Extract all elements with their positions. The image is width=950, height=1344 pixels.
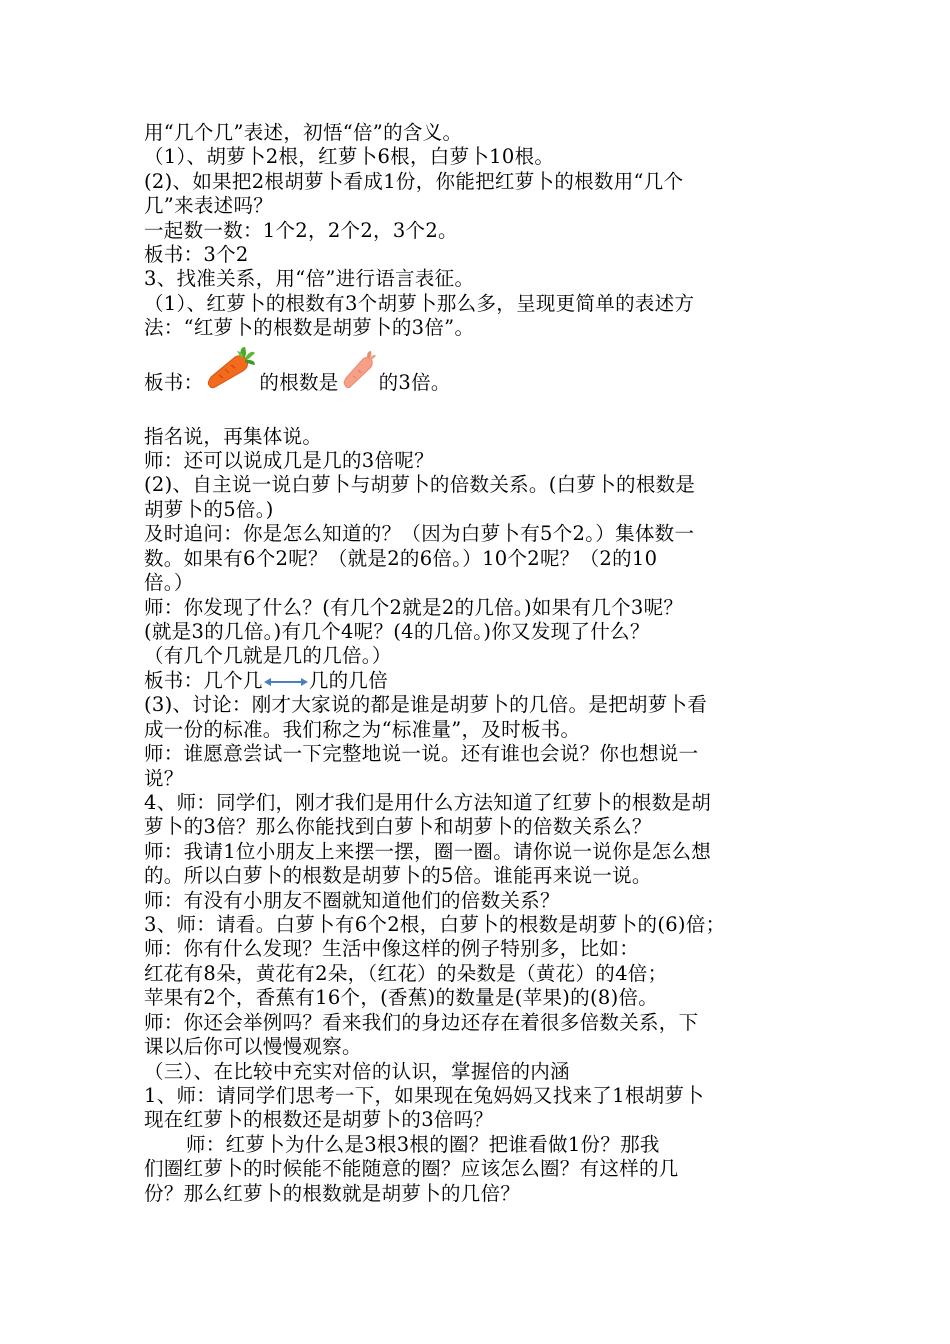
board-middle: 的根数是 (259, 370, 339, 394)
text-line: 课以后你可以慢慢观察。 (144, 1035, 362, 1059)
text-line: 萝卜的3倍？那么你能找到白萝卜和胡萝卜的倍数关系么？ (144, 815, 652, 839)
paragraph-block-3 (144, 693, 850, 1206)
board-arrow-right: 几的几倍 (308, 668, 389, 692)
text-line: (2)、自主说一说白萝卜与胡萝卜的倍数关系。(白萝卜的根数是 (144, 473, 696, 497)
text-line: 法：“红萝卜的根数是胡萝卜的3倍”。 (144, 316, 475, 340)
text-line: (就是3的几倍。)有几个4呢？(4的几倍。)你又发现了什么？ (144, 619, 650, 643)
text-line: （有几个几就是几的几倍。） (144, 644, 392, 668)
text-line: 们圈红萝卜的时候能不能随意的圈？应该怎么圈？有这样的几 (144, 1157, 679, 1181)
text-line: 几”来表述吗？ (144, 194, 274, 218)
pink-carrot-icon (341, 349, 377, 399)
board-suffix: 的3倍。 (378, 370, 451, 394)
text-line: 及时追问：你是怎么知道的？（因为白萝卜有5个2。）集体数一 (144, 522, 695, 546)
text-line: 3、找准关系，用“倍”进行语言表征。 (144, 267, 475, 291)
text-line: （1）、胡萝卜2根，红萝卜6根，白萝卜10根。 (144, 145, 555, 169)
text-line: 成一份的标准。我们称之为“标准量”，及时板书。 (144, 717, 581, 741)
paragraph-block-2 (144, 425, 850, 669)
text-line: 师：谁愿意尝试一下完整地说一说。还有谁也会说？你也想说一 (144, 742, 699, 766)
text-line: 师：有没有小朋友不圈就知道他们的倍数关系？ (144, 888, 560, 912)
text-line: （1）、红萝卜的根数有3个胡萝卜那么多，呈现更简单的表述方 (144, 291, 695, 315)
text-line: 师：还可以说成几是几的3倍呢？ (144, 449, 434, 473)
text-line: 师：你还会举例吗？看来我们的身边还存在着很多倍数关系，下 (144, 1010, 699, 1034)
board-arrow-left: 板书：几个几 (144, 668, 263, 692)
text-line: 1、师：请同学们思考一下，如果现在兔妈妈又找来了1根胡萝卜 (144, 1083, 705, 1107)
text-line: (2)、如果把2根胡萝卜看成1份，你能把红萝卜的根数用“几个 (144, 169, 684, 193)
text-line: 一起数一数：1个2，2个2，3个2。 (144, 218, 458, 242)
text-line: 3、师：请看。白萝卜有6个2根，白萝卜的根数是胡萝卜的(6)倍； (144, 913, 726, 937)
text-line: 胡萝卜的5倍。) (144, 497, 274, 521)
text-line: 倍。） (144, 571, 194, 595)
text-line: 指名说，再集体说。 (144, 424, 323, 448)
text-line: 师：我请1位小朋友上来摆一摆，圈一圈。请你说一说你是怎么想 (144, 839, 712, 863)
double-arrow-icon (264, 669, 308, 693)
text-line: 苹果有2个，香蕉有16个，(香蕉)的数量是(苹果)的(8)倍。 (144, 986, 659, 1010)
text-line: 数。如果有6个2呢？（就是2的6倍。）10个2呢？（2的10 (144, 546, 658, 570)
indented-line: 师：红萝卜为什么是3根3根的圈？把谁看做1份？那我 (186, 1132, 660, 1156)
orange-carrot-icon (205, 345, 257, 399)
text-line: 板书：3个2 (144, 243, 249, 267)
board-arrow-line (144, 669, 850, 694)
board-carrot-line (144, 341, 850, 399)
board-prefix: 板书： (144, 370, 204, 394)
text-line: 现在红萝卜的根数还是胡萝卜的3倍吗？ (144, 1108, 494, 1132)
text-line: 份？那么红萝卜的根数就是胡萝卜的几倍？ (144, 1181, 521, 1205)
blank-gap (144, 399, 850, 425)
text-line: 师：你有什么发现？生活中像这样的例子特别多，比如： (144, 937, 640, 961)
text-line: (3)、讨论：刚才大家说的都是谁是胡萝卜的几倍。是把胡萝卜看 (144, 693, 708, 717)
paragraph-block-1 (144, 121, 850, 341)
text-line: 师：你发现了什么？(有几个2就是2的几倍。)如果有几个3呢？ (144, 595, 684, 619)
text-line: 说？ (144, 766, 184, 790)
section-heading: （三）、在比较中充实对倍的认识，掌握倍的内涵 (144, 1059, 570, 1083)
text-line: 4、师：同学们，刚才我们是用什么方法知道了红萝卜的根数是胡 (144, 791, 712, 815)
text-line: 用“几个几”表述，初悟“倍”的含义。 (144, 121, 463, 144)
text-line: 的。所以白萝卜的根数是胡萝卜的5倍。谁能再来说一说。 (144, 864, 652, 888)
text-line: 红花有8朵，黄花有2朵，（红花）的朵数是（黄花）的4倍； (144, 961, 668, 985)
